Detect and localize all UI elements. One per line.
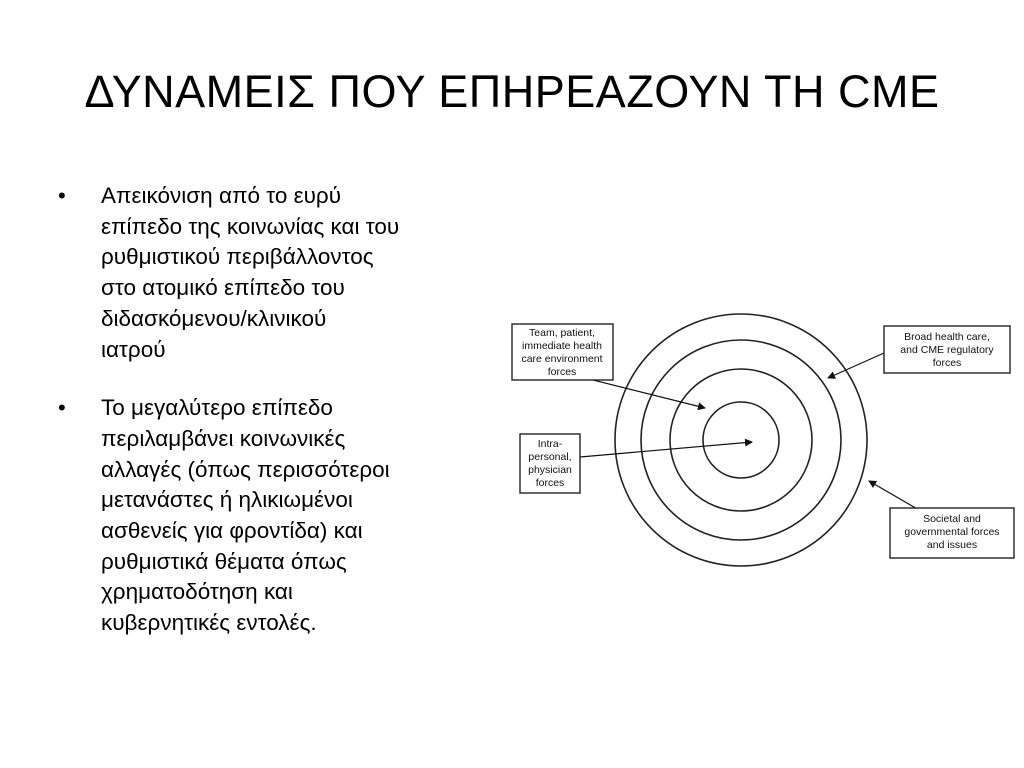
bullet-marker: • bbox=[58, 183, 66, 208]
bullet-item-2 bbox=[58, 393, 498, 639]
bullet-line: αλλαγές (όπως περισσότεροι bbox=[101, 456, 390, 482]
second-circle bbox=[641, 340, 841, 540]
bullet-line: στο ατομικό επίπεδο του bbox=[101, 275, 345, 301]
broad-label-line: Broad health care, bbox=[904, 331, 990, 343]
bullet-marker: • bbox=[58, 395, 66, 421]
inner-circle bbox=[703, 402, 779, 478]
bullet-item-1 bbox=[58, 181, 498, 365]
societal-label-line: and issues bbox=[926, 539, 978, 551]
third-circle bbox=[670, 369, 812, 511]
arrow-societal bbox=[869, 481, 919, 510]
bullet-line: κυβερνητικές εντολές. bbox=[101, 610, 317, 636]
intra-label-line: physician bbox=[528, 464, 572, 476]
bullet-line: ασθενείς για φροντίδα) και bbox=[101, 518, 363, 544]
team-label-line: immediate health bbox=[522, 340, 602, 352]
bullet-line: Απεικόνιση από το ευρύ bbox=[101, 183, 342, 208]
outer-circle bbox=[615, 314, 867, 566]
bullet-line: περιλαμβάνει κοινωνικές bbox=[101, 425, 346, 451]
bullet-list bbox=[58, 181, 498, 667]
bullet-line: ρυθμιστικά θέματα όπως bbox=[101, 548, 347, 574]
intra-label-line: Intra- bbox=[537, 438, 563, 450]
team-label-line: forces bbox=[547, 366, 577, 378]
bullet-line: ρυθμιστικού περιβάλλοντος bbox=[101, 244, 374, 270]
broad-forces-box bbox=[884, 326, 1010, 373]
intra-label-line: forces bbox=[535, 477, 565, 489]
bullet-line: επίπεδο της κοινωνίας και του bbox=[101, 213, 400, 239]
broad-label-line: forces bbox=[932, 357, 962, 369]
concentric-forces-diagram bbox=[505, 300, 1020, 570]
broad-label-line: and CME regulatory bbox=[900, 344, 994, 356]
bullet-line: διδασκόμενου/κλινικού bbox=[101, 305, 327, 331]
societal-label-line: Societal and bbox=[923, 513, 981, 525]
societal-forces-box bbox=[890, 508, 1014, 558]
team-forces-box bbox=[512, 324, 613, 380]
bullet-line: χρηματοδότηση και bbox=[101, 579, 293, 605]
societal-label-line: governmental forces bbox=[904, 526, 1000, 538]
arrow-intra bbox=[580, 442, 752, 457]
intra-label-line: personal, bbox=[528, 451, 572, 463]
team-label-line: Team, patient, bbox=[529, 327, 595, 339]
bullet-line: ιατρού bbox=[101, 336, 166, 362]
team-label-line: care environment bbox=[521, 353, 603, 365]
bullet-line: μετανάστες ή ηλικιωμένοι bbox=[101, 487, 353, 513]
intra-forces-box bbox=[520, 434, 580, 493]
slide-title: ΔΥΝΑΜΕΙΣ ΠΟΥ ΕΠΗΡΕΑΖΟΥΝ ΤΗ CME bbox=[84, 66, 940, 117]
bullet-line: Το μεγαλύτερο επίπεδο bbox=[101, 395, 333, 421]
